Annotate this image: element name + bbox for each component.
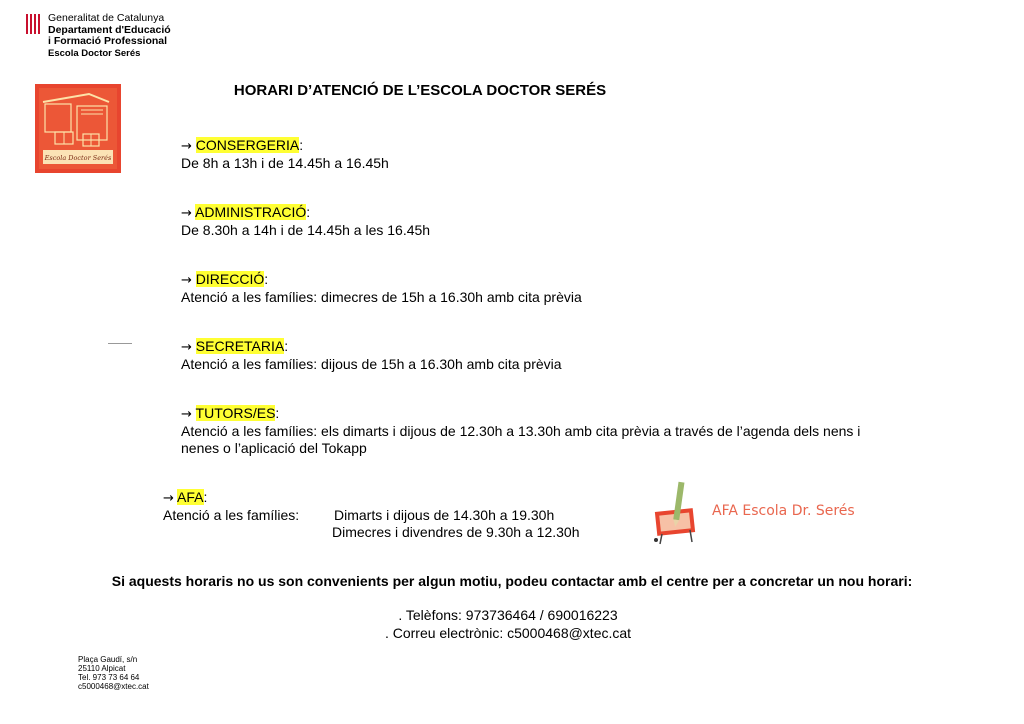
section-administracio: → ADMINISTRACIÓ: De 8.30h a 14h i de 14.45h a les 16.45h bbox=[181, 204, 431, 238]
afa-brand: AFA Escola Dr. Serés bbox=[712, 503, 855, 519]
contact-info bbox=[0, 607, 1016, 642]
section-label: DIRECCIÓ bbox=[195, 271, 265, 287]
footer-line: c5000468@xtec.cat bbox=[78, 682, 149, 691]
section-label: ADMINISTRACIÓ bbox=[195, 204, 307, 220]
section-text: nenes o l’aplicació del Tokapp bbox=[181, 440, 367, 456]
footer-address bbox=[78, 655, 149, 691]
arrow-right-icon: → bbox=[163, 491, 174, 506]
section-text: Atenció a les famílies: dimecres de 15h a 16.30h amb cita prèvia bbox=[181, 289, 582, 305]
arrow-right-icon: → bbox=[181, 340, 192, 355]
header-line-2: Departament d'Educació bbox=[48, 23, 171, 36]
generalitat-logo bbox=[25, 14, 41, 34]
section-text: Atenció a les famílies: els dimarts i dijous de 12.30h a 13.30h amb cita prèvia a través de l’agenda dels nens i bbox=[181, 423, 861, 439]
section-tutors: → TUTORS/ES: Atenció a les famílies: els dimarts i dijous de 12.30h a 13.30h amb cita prèvia a través de l’agenda dels nens i nenes o l’aplicació del Tokapp bbox=[181, 405, 921, 457]
section-text: Atenció a les famílies: dijous de 15h a 16.30h amb cita prèvia bbox=[181, 356, 562, 372]
footer-line: Tel. 973 73 64 64 bbox=[78, 673, 140, 682]
header-line-4: Escola Doctor Serés bbox=[48, 47, 141, 59]
section-text: De 8h a 13h i de 14.45h a 16.45h bbox=[181, 155, 389, 171]
arrow-right-icon: → bbox=[181, 206, 192, 221]
section-label: TUTORS/ES bbox=[195, 405, 276, 421]
section-label: AFA bbox=[177, 489, 204, 505]
section-consergeria: → CONSERGERIA: De 8h a 13h i de 14.45h a 16.45h bbox=[181, 137, 389, 171]
afa-logo bbox=[650, 480, 706, 546]
section-text: De 8.30h a 14h i de 14.45h a les 16.45h bbox=[181, 222, 431, 238]
arrow-right-icon: → bbox=[181, 139, 192, 154]
page-title: HORARI D’ATENCIÓ DE L’ESCOLA DOCTOR SERÉS bbox=[233, 82, 607, 99]
arrow-right-icon: → bbox=[181, 273, 192, 288]
arrow-right-icon: → bbox=[181, 407, 192, 422]
section-label: SECRETARIA bbox=[195, 338, 285, 354]
school-logo-text: Escola Doctor Serés bbox=[44, 154, 112, 162]
afa-schedule-2: Dimecres i divendres de 9.30h a 12.30h bbox=[332, 524, 580, 540]
contact-email: . Correu electrònic: c5000468@xtec.cat bbox=[384, 624, 632, 641]
section-secretaria: → SECRETARIA: Atenció a les famílies: dijous de 15h a 16.30h amb cita prèvia bbox=[181, 338, 562, 372]
afa-schedule-1: Dimarts i dijous de 14.30h a 19.30h bbox=[334, 507, 555, 523]
section-label: CONSERGERIA bbox=[195, 137, 300, 153]
afa-intro: Atenció a les famílies: bbox=[163, 507, 300, 523]
section-afa: → AFA: Atenció a les famílies: Dimarts i dijous de 14.30h a 19.30h Dimecres i divendres de 9.30h a 12.30h bbox=[163, 489, 580, 540]
section-direccio: → DIRECCIÓ: Atenció a les famílies: dimecres de 15h a 16.30h amb cita prèvia bbox=[181, 271, 582, 305]
generalitat-header bbox=[48, 13, 171, 59]
footer-line: Plaça Gaudí, s/n bbox=[78, 655, 138, 664]
header-line-1: Generalitat de Catalunya bbox=[48, 12, 165, 24]
footer-line: 25110 Alpicat bbox=[78, 664, 126, 673]
contact-note: Si aquests horaris no us son convenients per algun motiu, podeu contactar amb el centre per a concretar un nou horari: bbox=[111, 573, 913, 589]
divider bbox=[108, 343, 132, 344]
contact-phones: . Telèfons: 973736464 / 690016223 bbox=[398, 607, 618, 623]
header-line-3: i Formació Professional bbox=[48, 35, 168, 47]
